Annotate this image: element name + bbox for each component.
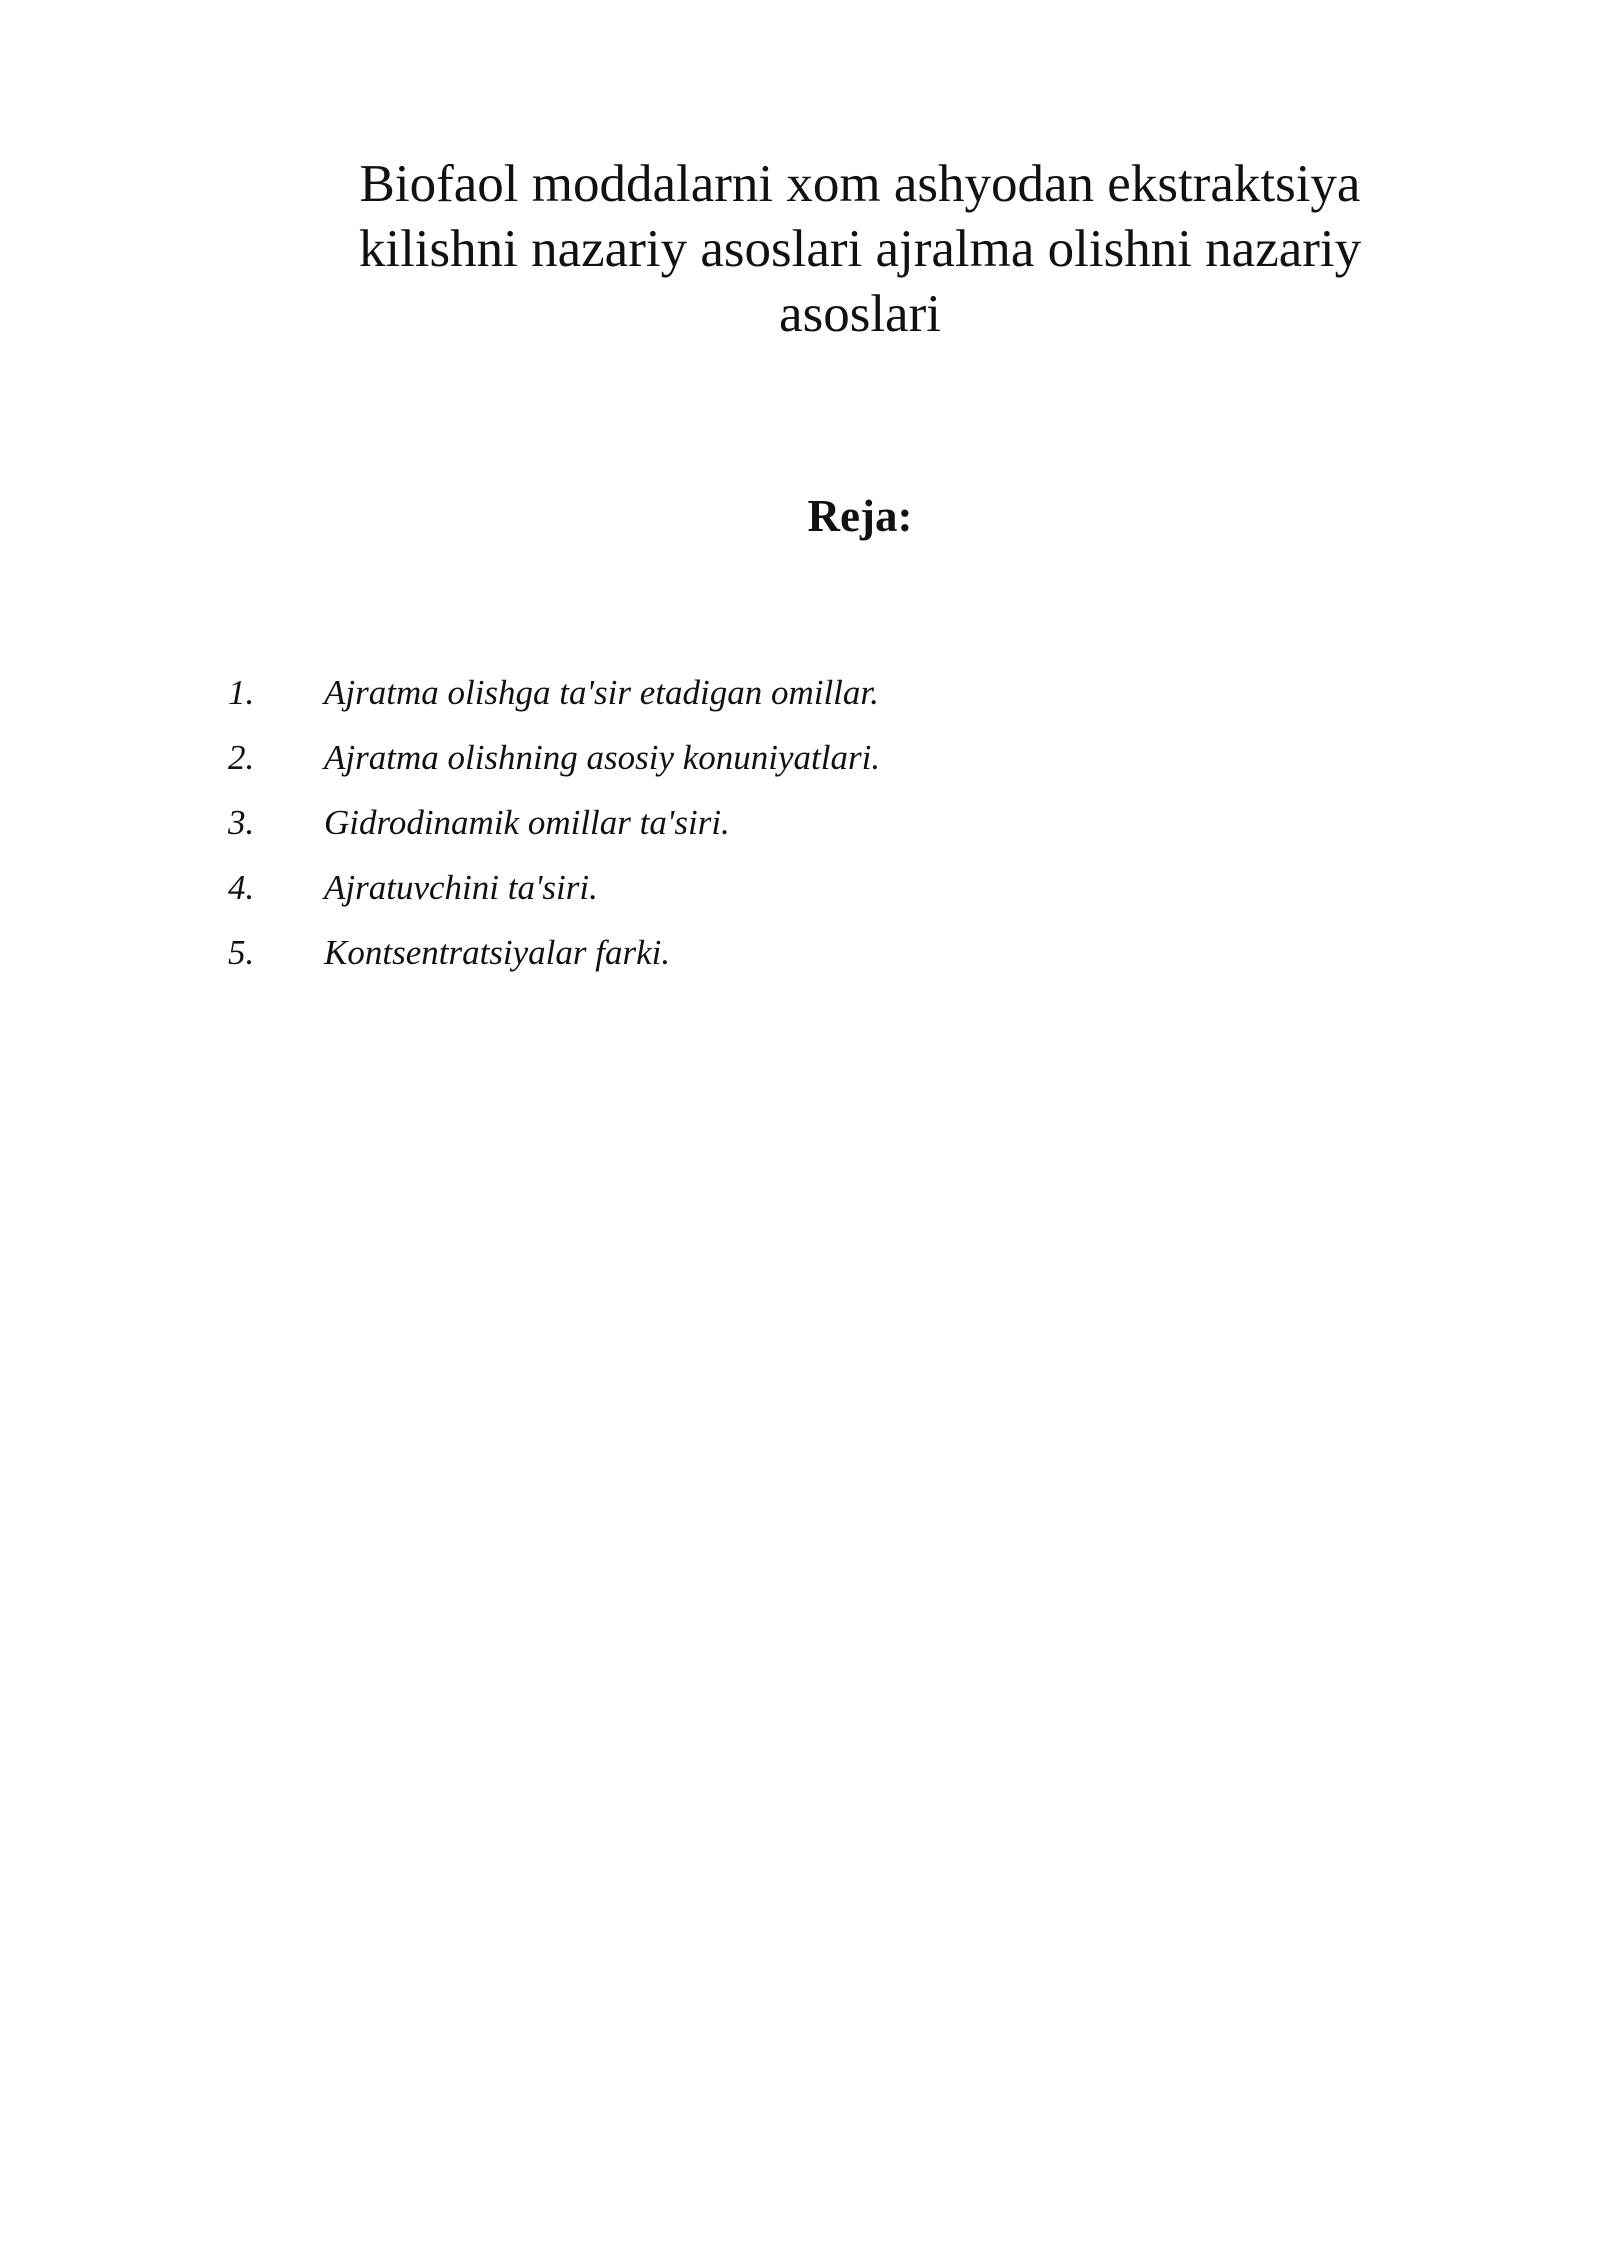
list-item-number: 4. bbox=[228, 868, 255, 907]
document-title bbox=[290, 152, 1430, 347]
list-item bbox=[228, 863, 1428, 928]
title-line-1: Biofaol moddalarni xom ashyodan ekstraktsiya bbox=[359, 155, 1361, 213]
list-item-text: Gidrodinamik omillar ta'siri. bbox=[324, 803, 730, 842]
plan-heading: Reja: bbox=[807, 491, 913, 541]
plan-list bbox=[228, 668, 1428, 993]
title-line-3: asoslari bbox=[779, 285, 941, 343]
list-item-number: 3. bbox=[228, 803, 255, 842]
list-item-text: Ajratma olishning asosiy konuniyatlari. bbox=[324, 738, 881, 777]
list-item bbox=[228, 928, 1428, 993]
list-item bbox=[228, 733, 1428, 798]
list-item-number: 2. bbox=[228, 738, 255, 777]
list-item-text: Kontsentratsiyalar farki. bbox=[324, 933, 671, 972]
list-item-number: 5. bbox=[228, 933, 255, 972]
list-item bbox=[228, 798, 1428, 863]
list-item bbox=[228, 668, 1428, 733]
list-item-number: 1. bbox=[228, 673, 255, 712]
title-line-2: kilishni nazariy asoslari ajralma olishni nazariy bbox=[358, 220, 1362, 278]
list-item-text: Ajratuvchini ta'siri. bbox=[324, 868, 598, 907]
list-item-text: Ajratma olishga ta'sir etadigan omillar. bbox=[324, 673, 879, 712]
